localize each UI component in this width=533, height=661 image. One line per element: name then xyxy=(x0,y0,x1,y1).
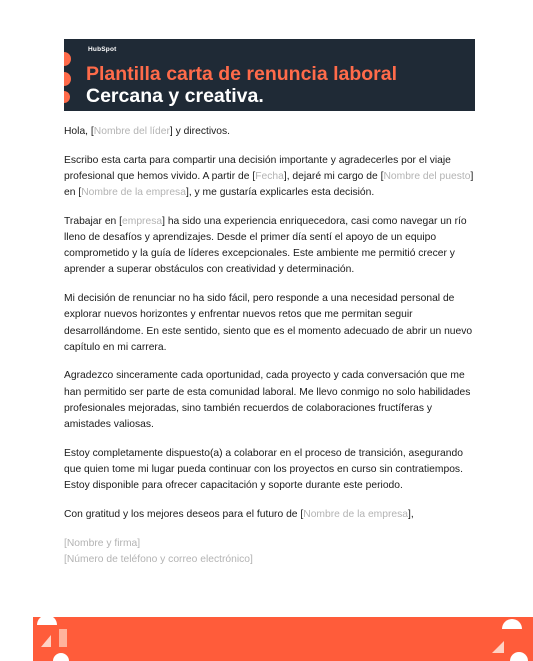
paragraph-5: Estoy completamente dispuesto(a) a colaborar en el proceso de transición, asegurando que quien tome mi lugar pueda continuar con los proyectos en curso sin contratiempos. Estoy disponible para ofrecer capacitación y soporte durante este periodo. xyxy=(64,447,463,492)
footer-banner xyxy=(33,617,533,661)
placeholder-leader-name: Nombre del líder xyxy=(93,126,170,137)
placeholder-date: Fecha xyxy=(255,170,284,182)
signature-contact: [Número de teléfono y correo electrónico] xyxy=(64,553,253,565)
signature-block xyxy=(64,536,478,568)
paragraph-2: Trabajar en [empresa] ha sido una experiencia enriquecedora, casi como navegar un río lleno de desafíos y aprendizajes. Desde el primer día sentí el apoyo de un equipo comprometido y la guía de líderes excepcionales. Este ambiente me permitió crecer y aprender a superar obstáculos con creatividad y determinación. xyxy=(64,215,467,276)
paragraph-4: Agradezco sinceramente cada oportunidad, cada proyecto y cada conversación que me han permitido ser parte de esta comunidad laboral. Me llevo conmigo no solo habilidades profesionales mejoradas, sino también recuerdos de colaboraciones fructíferas y amistades valiosas. xyxy=(64,370,471,431)
brand-logo: HubSpot xyxy=(88,46,117,53)
paragraph-1: Escribo esta carta para compartir una decisión importante y agradecerles por el viaje profesional que hemos vivido. A partir de [Fecha], dejaré mi cargo de [Nombre del puesto] en [Nombre de la empresa], y me gustaría explicarles esta decisión. xyxy=(64,154,474,199)
header-banner xyxy=(64,39,475,111)
footer-left-shapes xyxy=(33,617,73,661)
greeting: Hola, [Nombre del líder] y directivos. xyxy=(64,126,231,137)
placeholder-company: Nombre de la empresa xyxy=(81,187,186,199)
footer-right-shapes xyxy=(488,617,533,661)
signature-name: [Nombre y firma] xyxy=(64,537,141,549)
placeholder-position: Nombre del puesto xyxy=(383,170,471,182)
closing-line: Con gratitud y los mejores deseos para el futuro de [Nombre de la empresa], xyxy=(64,508,414,520)
title-line-2: Cercana y creativa. xyxy=(86,85,264,107)
header-decoration-shapes xyxy=(64,39,78,111)
placeholder-company-closing: Nombre de la empresa xyxy=(303,508,408,520)
letter-body xyxy=(64,124,478,568)
title-line-1: Plantilla carta de renuncia laboral xyxy=(86,63,398,85)
placeholder-company-short: empresa xyxy=(122,215,163,227)
paragraph-3: Mi decisión de renunciar no ha sido fácil, pero responde a una necesidad personal de explorar nuevos horizontes y enfrentar nuevos retos que me permitan seguir desarrollándome. En este sentido, siento que es el momento adecuado de abrir un nuevo capítulo en mi carrera. xyxy=(64,293,473,353)
